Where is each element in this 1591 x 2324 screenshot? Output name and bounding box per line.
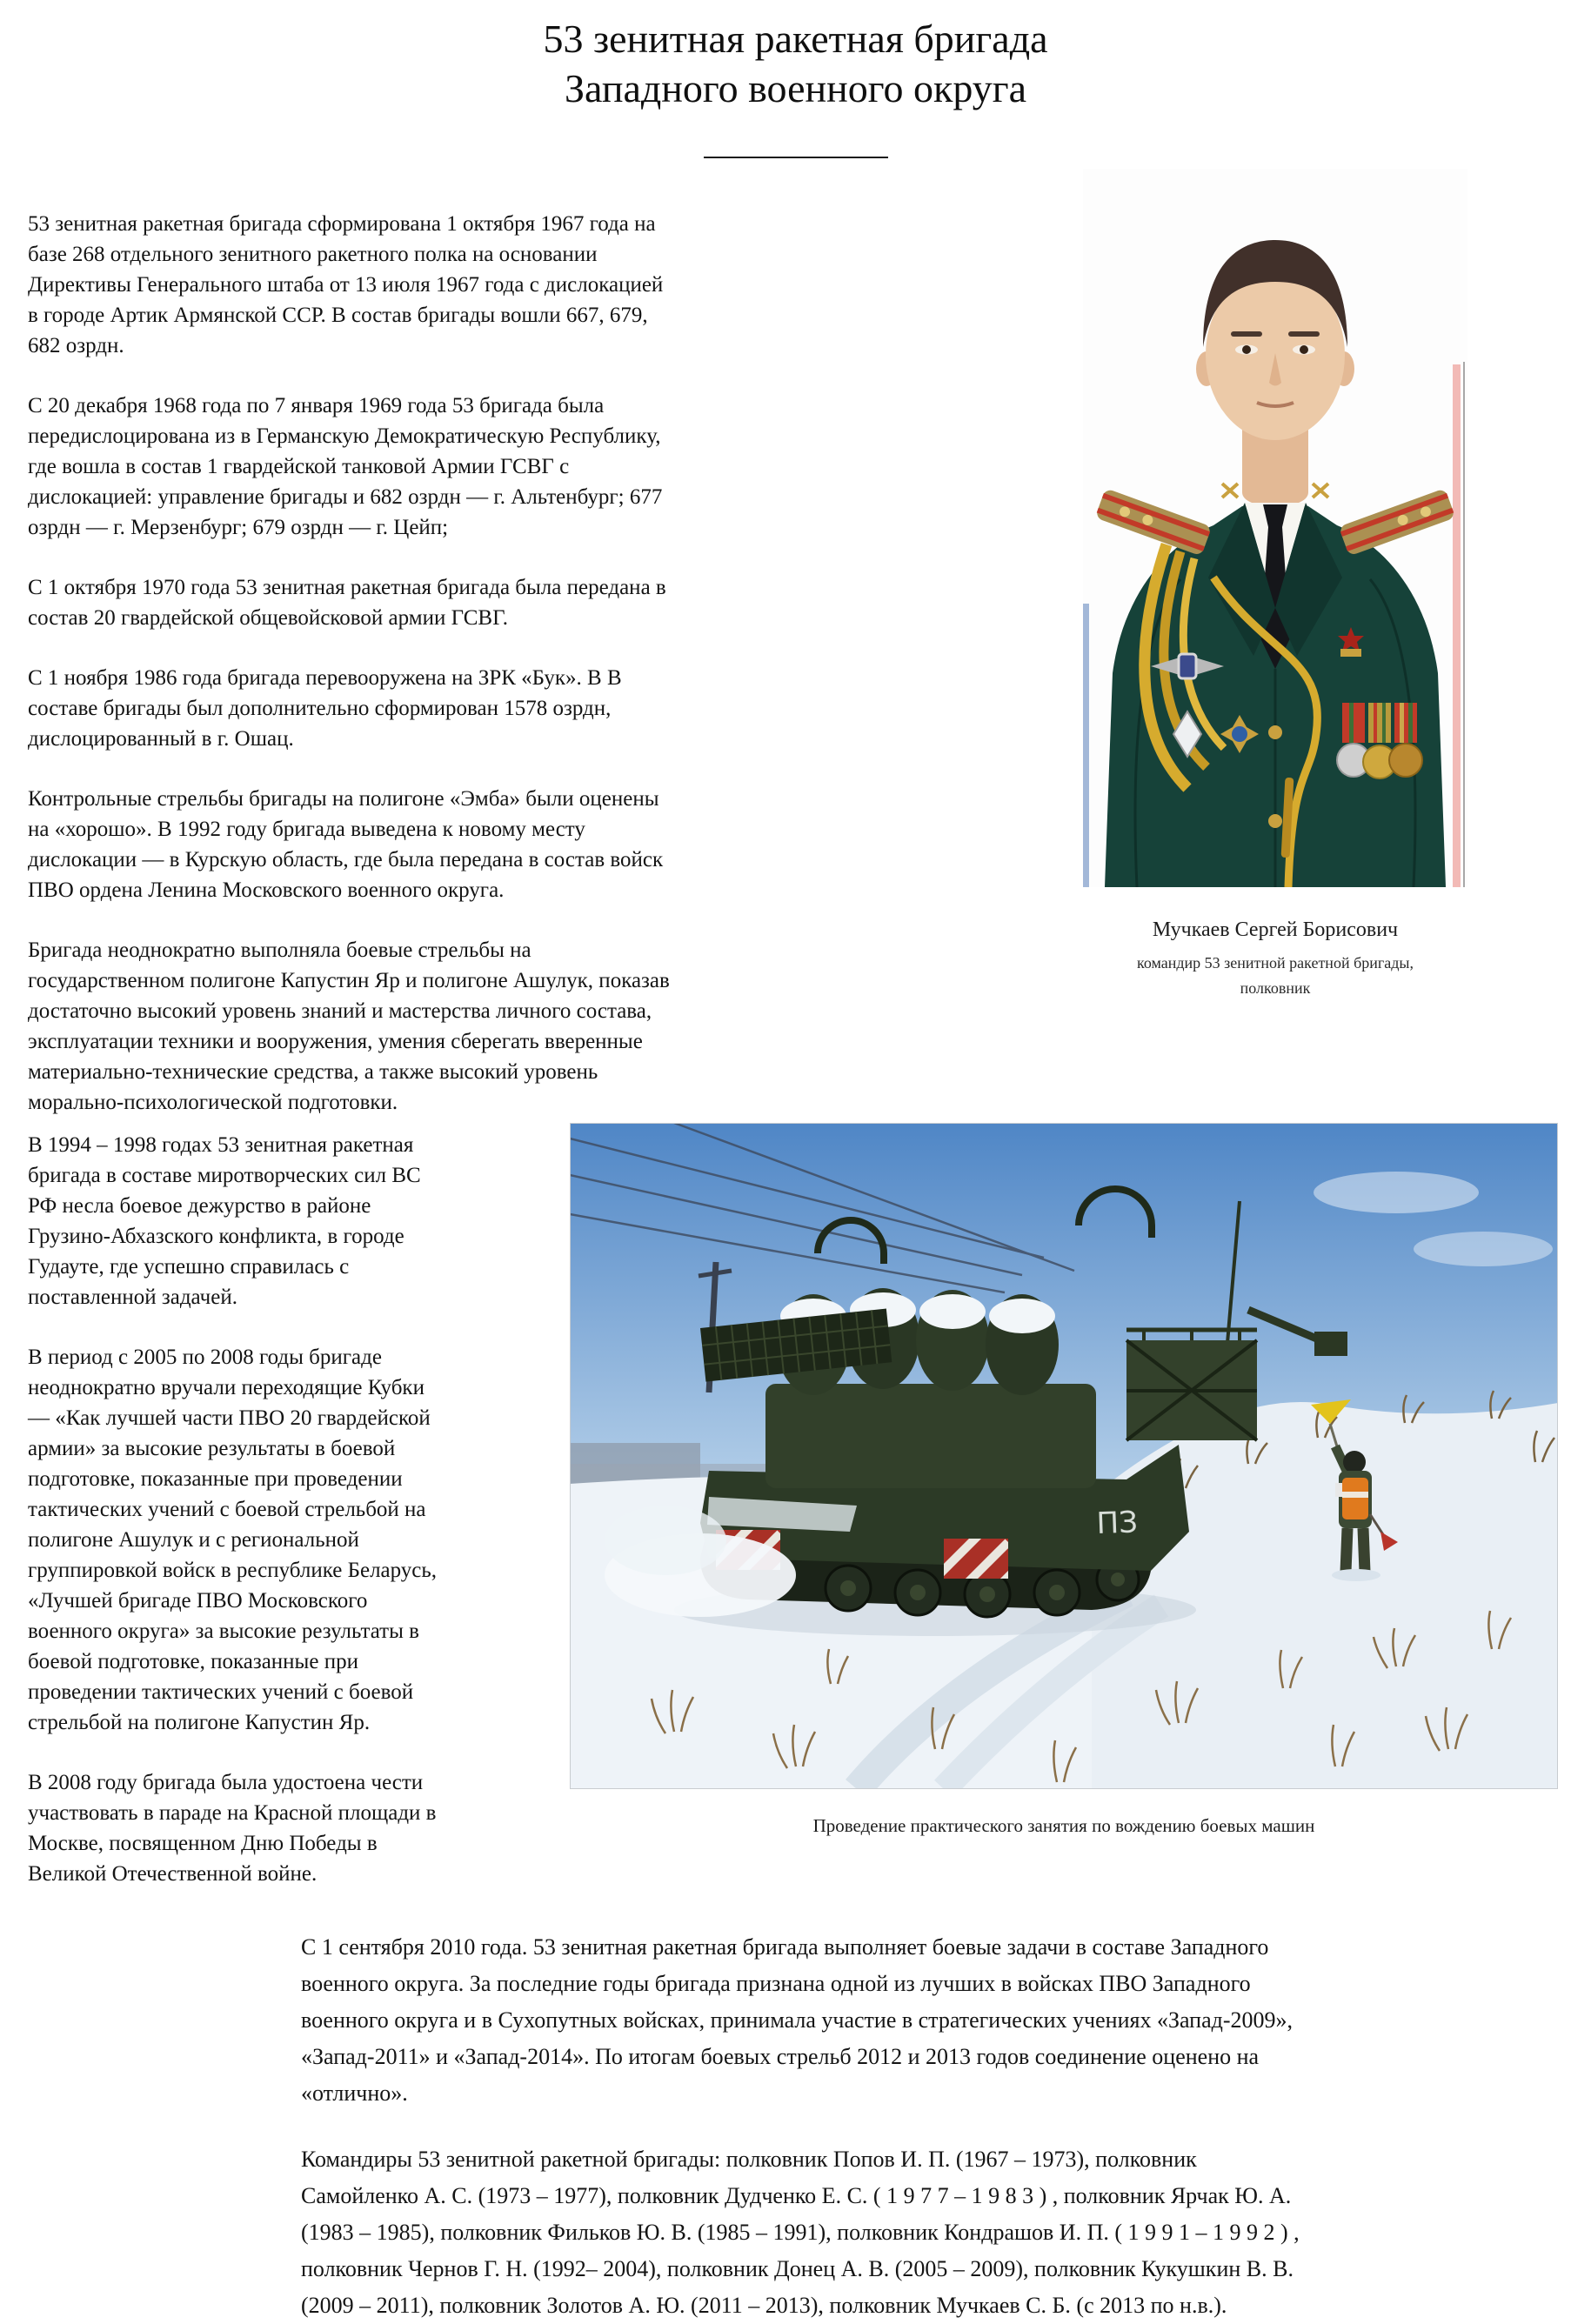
page-title-line2: Западного военного округа xyxy=(565,66,1026,110)
paragraph: С 1 октября 1970 года 53 зенитная ракетная бригада была передана в состав 20 гвардейской общевойсковой армии ГСВГ. xyxy=(28,576,666,630)
page-title-line1: 53 зенитная ракетная бригада xyxy=(543,17,1048,61)
paragraph: С 20 декабря 1968 года по 7 января 1969 года 53 бригада была передислоцирована из в Германскую Демократическую Республику, где вошла в состав 1 гвардейской танковой Армии ГСВГ с дислокацией: управление бригады и 682 озрдн — г. Альтенбург; 677 озрдн — г. Мерзенбург; 679 озрдн — г. Цейп; xyxy=(28,394,663,539)
vehicle-photo xyxy=(570,1123,1558,1789)
portrait-caption xyxy=(1083,918,1467,1001)
history-text-column xyxy=(28,158,673,1118)
paragraph: С 1 ноября 1986 года бригада перевооружена на ЗРК «Бук». В В составе бригады был дополнительно сформирован 1578 озрдн, дислоцированный в г. Ошац. xyxy=(28,666,622,751)
page-title xyxy=(0,0,1591,113)
paragraph: Командиры 53 зенитной ракетной бригады: полковник Попов И. П. (1967 – 1973), полковник Самойленко А. С. (1973 – 1977), полковник Дудченко Е. С. ( 1 9 7 7 – 1 9 8 3 ) , полковник Ярчак Ю. А. (1983 – 1985), полковник Фильков Ю. В. (1985 – 1991), полковник Кондрашов И. П. ( 1 9 9 1 – 1 9 9 2 ) , полковник Чернов Г. Н. (1992– 2004), полковник Донец А. В. (2005 – 2009), полковник Кукушкин В. В. (2009 – 2011), полковник Золотов А. Ю. (2011 – 2013), полковник Мучкаев С. Б. (с 2013 по н.в.). xyxy=(301,2147,1300,2318)
paragraph: Бригада неоднократно выполняла боевые стрельбы на государственном полигоне Капустин Яр и полигоне Ашулук, показав достаточно высокий уровень знаний и мастерства личного состава, эксплуатации техники и вооружения, умения сберегать вверенные материально-технические средства, а также высокий уровень морально-психологической подготовки. xyxy=(28,938,670,1114)
commander-name-caption: Мучкаев Сергей Борисович xyxy=(1152,918,1399,941)
section-modern xyxy=(301,1929,1317,2324)
vehicle-figure xyxy=(570,1123,1558,1837)
commander-role-caption xyxy=(1083,951,1467,1001)
commander-role-line1: командир 53 зенитной ракетной бригады, xyxy=(1137,954,1414,972)
paragraph: В 2008 году бригада была удостоена чести участвовать в параде на Красной площади в Москве, посвященном Дню Победы в Великой Отечественной войне. xyxy=(28,1771,437,1886)
paragraph: 53 зенитная ракетная бригада сформирована 1 октября 1967 года на базе 268 отдельного зенитного ракетного полка на основании Директивы Генерального штаба от 13 июля 1967 года с дислокацией в городе Артик Армянской ССР. В состав бригады вошли 667, 679, 682 озрдн. xyxy=(28,212,664,357)
commander-portrait-photo xyxy=(1083,169,1467,887)
commander-role-line2: полковник xyxy=(1240,979,1311,997)
paragraph: Контрольные стрельбы бригады на полигоне «Эмба» были оценены на «хорошо». В 1992 году бригада выведена к новому месту дислокации — в Курскую область, где была передана в состав войск ПВО ордена Ленина Московского военного округа. xyxy=(28,787,664,902)
hull-marking: ПЗ xyxy=(1095,1505,1139,1541)
paragraph: В период с 2005 по 2008 годы бригаде неоднократно вручали переходящие Кубки — «Как лучшей части ПВО 20 гвардейской армии» за высокие результаты в боевой подготовке, показанные при проведении тактических учений с боевой стрельбой на полигоне Ашулук и с региональной группировкой войск в республике Беларусь, «Лучшей бригаде ПВО Московского военного округа» за высокие результаты в боевой подготовке, показанные при проведении тактических учений с боевой стрельбой на полигоне Капустин Яр. xyxy=(28,1346,438,1734)
commander-figure xyxy=(1083,158,1467,1001)
section-history xyxy=(0,158,1591,1118)
paragraph: В 1994 – 1998 годах 53 зенитная ракетная бригада в составе миротворческих сил ВС РФ несла боевое дежурство в районе Грузино-Абхазского конфликта, в городе Гудауте, где успешно справилась с поставленной задачей. xyxy=(28,1133,421,1309)
paragraph: С 1 сентября 2010 года. 53 зенитная ракетная бригада выполняет боевые задачи в составе Западного военного округа. За последние годы бригада признана одной из лучших в войсках ПВО Западного военного округа и в Сухопутных войсках, принимала участие в стратегических учениях «Запад-2009», «Запад-2011» и «Запад-2014». По итогам боевых стрельб 2012 и 2013 годов соединение оценено на «отлично». xyxy=(301,1934,1294,2106)
vehicle-photo-caption: Проведение практического занятия по вождению боевых машин xyxy=(812,1815,1315,1836)
peacekeeping-text-column xyxy=(28,1123,444,1889)
section-peacekeeping xyxy=(0,1123,1591,1889)
